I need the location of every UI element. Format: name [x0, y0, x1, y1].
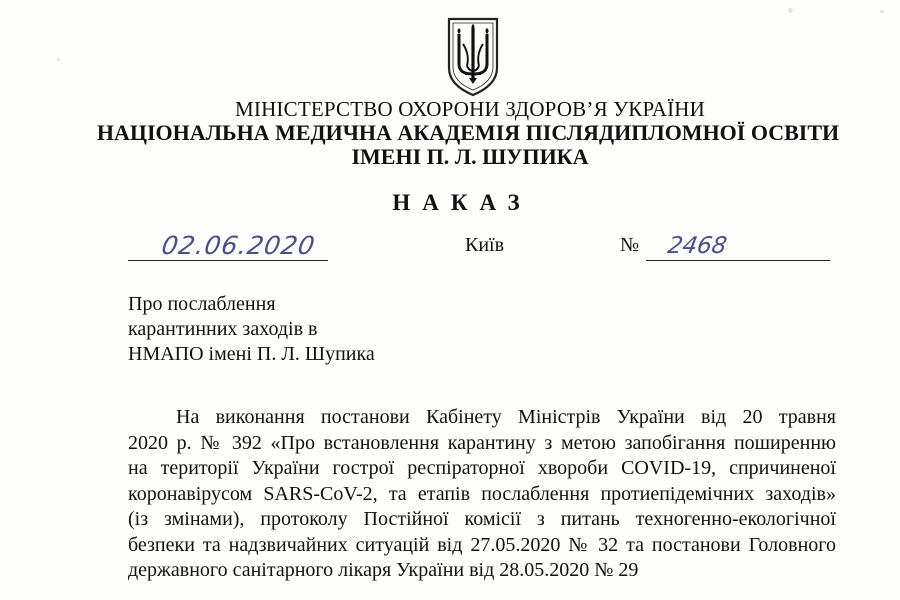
- body-line: На виконання постанови Кабінету Міністрів України від 20 травня: [176, 406, 836, 428]
- trident-coat-of-arms-icon: [445, 16, 501, 98]
- order-body-paragraph: [128, 405, 836, 584]
- subject-line: НМАПО імені П. Л. Шупика: [128, 343, 375, 365]
- number-underline: [646, 260, 830, 261]
- body-line: безпеки та надзвичайних ситуацій від 27.05.2020 № 32 та постанови Головного: [128, 533, 836, 556]
- academy-title: НАЦІОНАЛЬНА МЕДИЧНА АКАДЕМІЯ ПІСЛЯДИПЛОМНОЇ ОСВІТИ: [96, 120, 840, 145]
- scan-speck: [880, 10, 884, 13]
- document-type-heading: НАКАЗ: [392, 190, 532, 215]
- date-underline: [128, 260, 328, 261]
- body-line: державного санітарного лікаря України від 28.05.2020 № 29: [128, 559, 639, 581]
- city-label: Київ: [465, 234, 505, 256]
- subject-line: карантинних заходів в: [128, 318, 318, 340]
- ministry-title: МІНІСТЕРСТВО ОХОРОНИ ЗДОРОВ’Я УКРАЇНИ: [235, 97, 705, 121]
- order-subject: [128, 292, 375, 367]
- body-line: коронавірусом SARS-CoV-2, та етапів послаблення протиепідемічних заходів»: [128, 482, 836, 505]
- handwritten-date: 02.06.2020: [159, 231, 318, 260]
- body-line: 2020 р. № 392 «Про встановлення карантину з метою запобігання поширенню: [128, 431, 836, 454]
- scan-speck: [57, 58, 60, 61]
- subject-line: Про послаблення: [128, 293, 276, 315]
- body-line: на території України гострої респіраторної хвороби COVID-19, спричиненої: [128, 457, 836, 479]
- scan-speck: [788, 8, 793, 13]
- academy-name: ІМЕНІ П. Л. ШУПИКА: [351, 144, 589, 169]
- number-sign: №: [620, 234, 640, 256]
- handwritten-order-number: 2468: [665, 233, 729, 259]
- body-line: (із змінами), протоколу Постійної комісії з питань техногенно-екологічної: [128, 508, 836, 530]
